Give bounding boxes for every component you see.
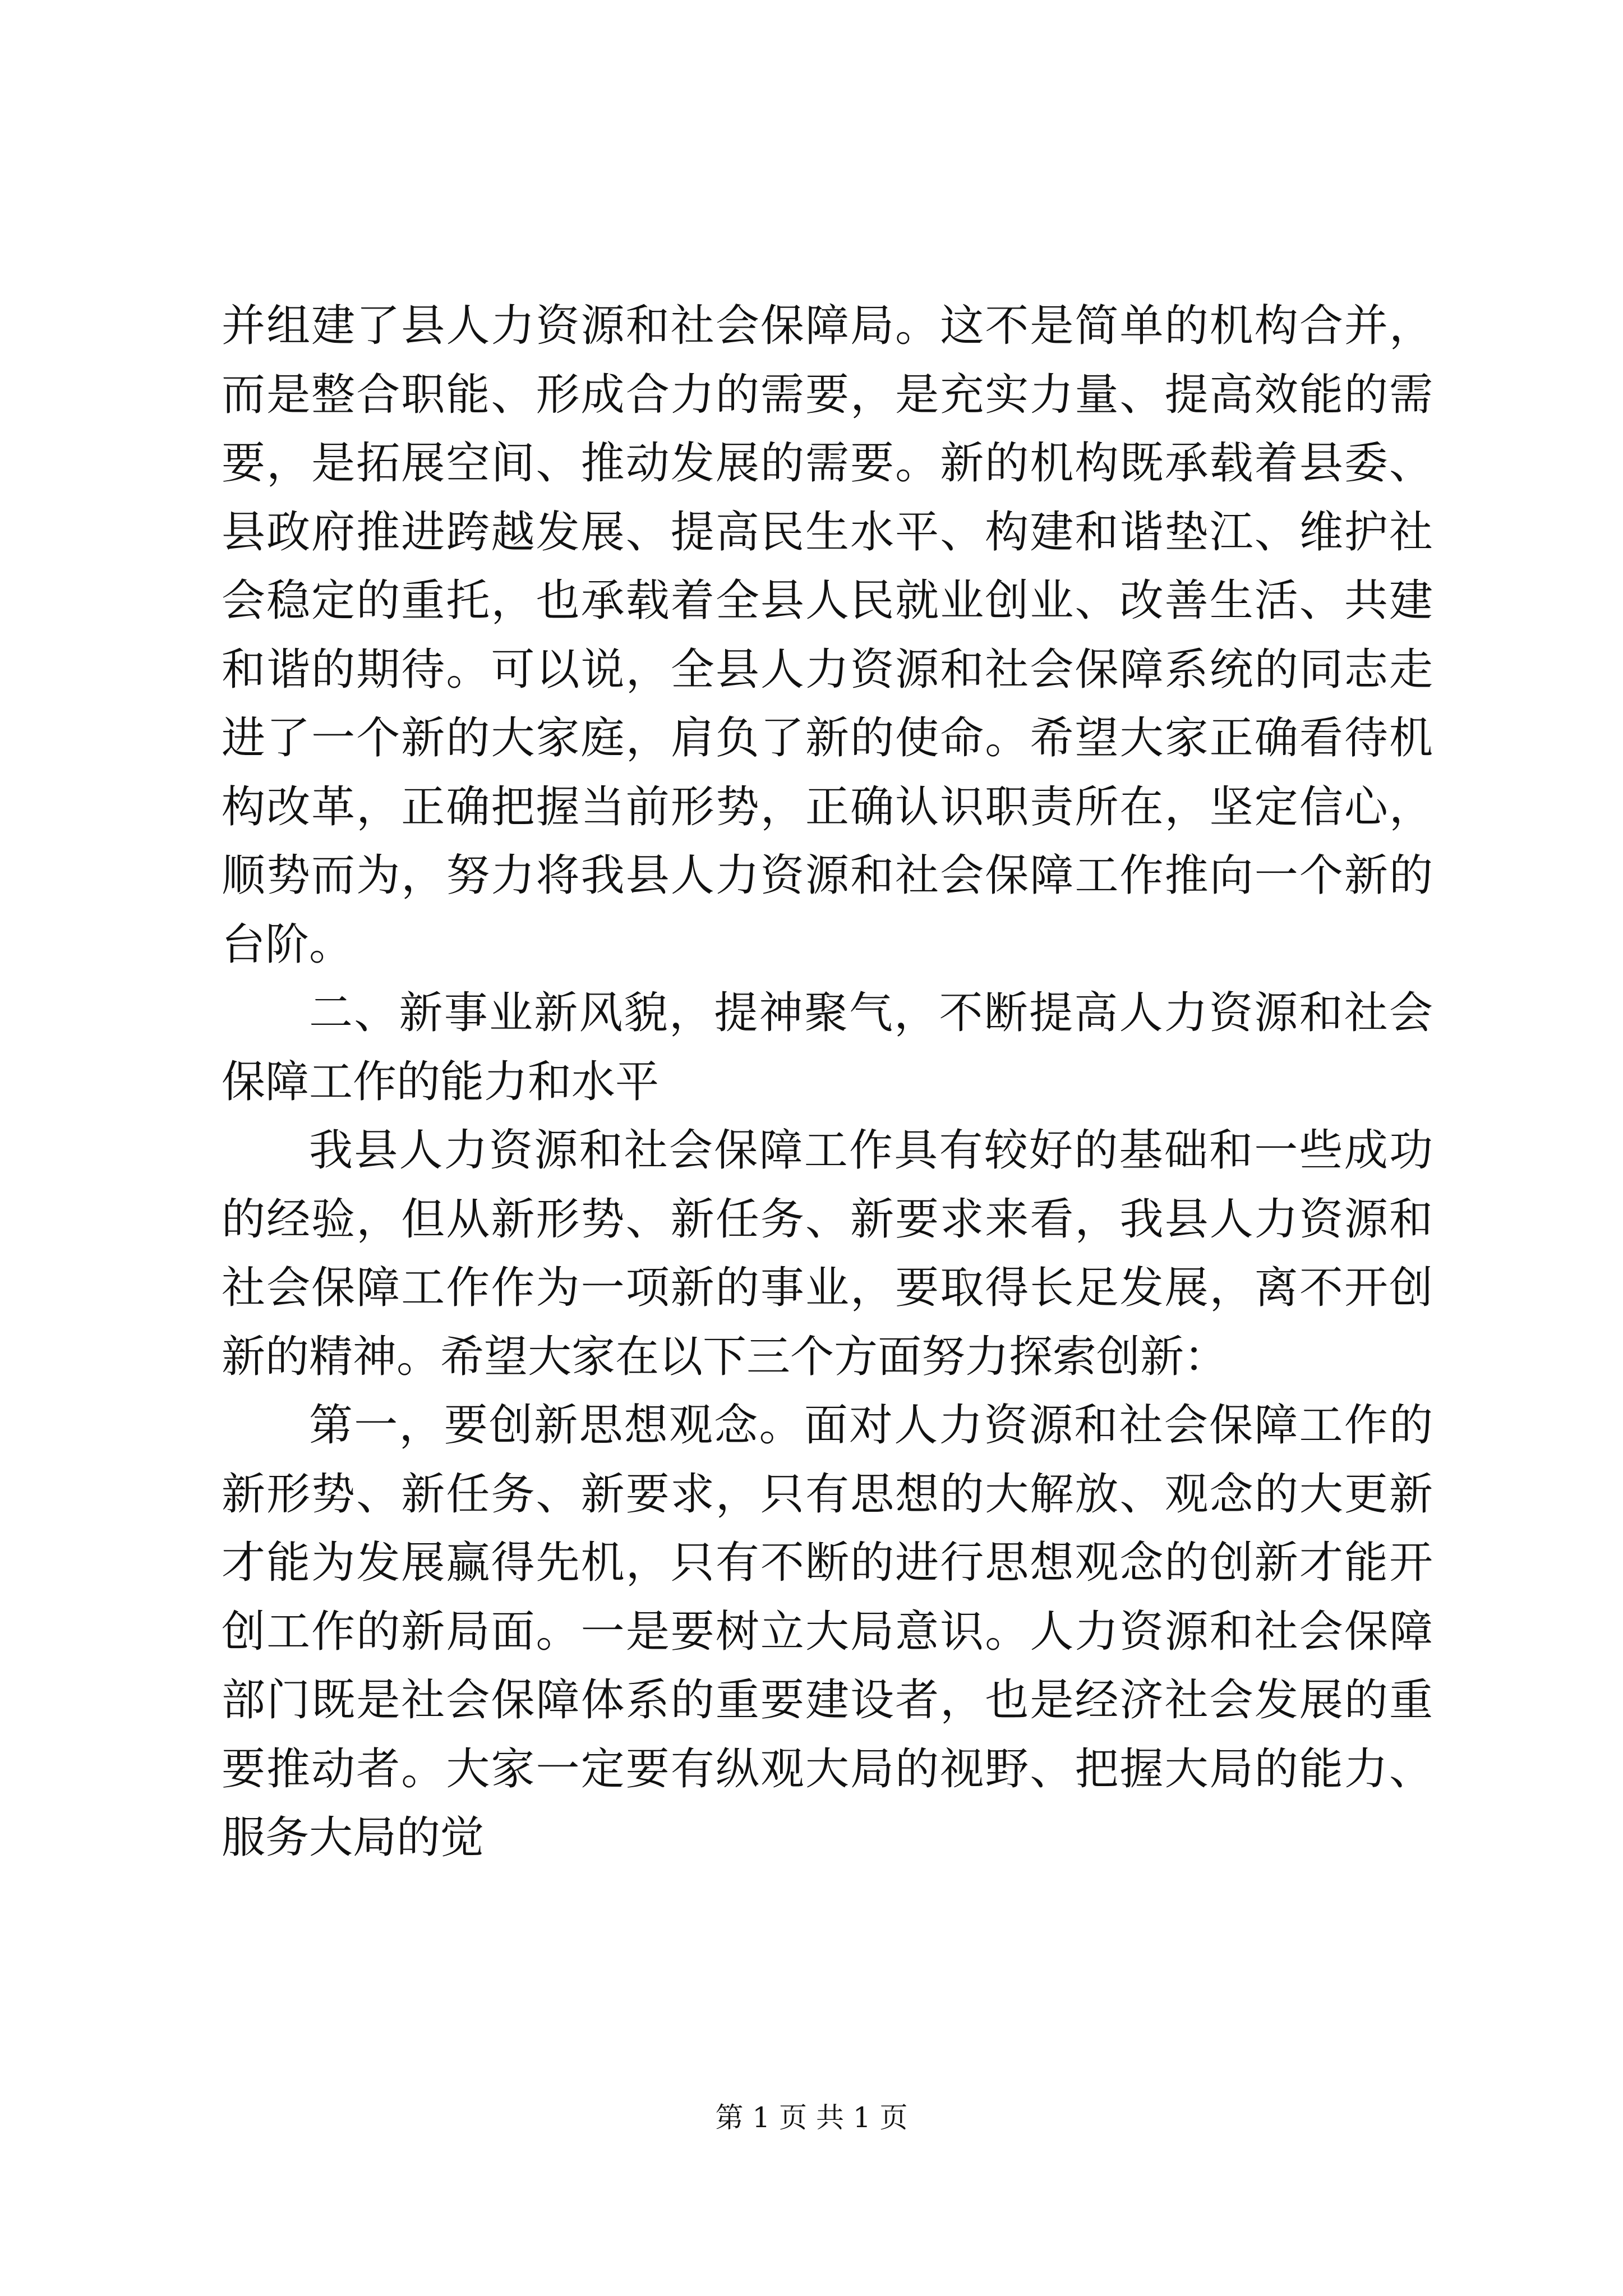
paragraph-4: 第一，要创新思想观念。面对人力资源和社会保障工作的新形势、新任务、新要求，只有思想的大解放、观念的大更新才能为发展赢得先机，只有不断的进行思想观念的创新才能开创工作的新局面。一是要树立大局意识。人力资源和社会保障部门既是社会保障体系的重要建设者，也是经济社会发展的重要推动者。大家一定要有纵观大局的视野、把握大局的能力、服务大局的觉 bbox=[222, 1400, 1433, 1863]
section-heading-2: 二、新事业新风貌，提神聚气，不断提高人力资源和社会保障工作的能力和水平 bbox=[222, 988, 1433, 1107]
document-body bbox=[222, 292, 1433, 1872]
page-footer: 第 1 页 共 1 页 bbox=[715, 2101, 908, 2134]
paragraph-1: 并组建了县人力资源和社会保障局。这不是简单的机构合并，而是整合职能、形成合力的需要，是充实力量、提高效能的需要，是拓展空间、推动发展的需要。新的机构既承载着县委、县政府推进跨越发展、提高民生水平、构建和谐垫江、维护社会稳定的重托，也承载着全县人民就业创业、改善生活、共建和谐的期待。可以说，全县人力资源和社会保障系统的同志走进了一个新的大家庭，肩负了新的使命。希望大家正确看待机构改革，正确把握当前形势，正确认识职责所在，坚定信心，顺势而为，努力将我县人力资源和社会保障工作推向一个新的台阶。 bbox=[222, 301, 1433, 970]
paragraph-3: 我县人力资源和社会保障工作具有较好的基础和一些成功的经验，但从新形势、新任务、新要求来看，我县人力资源和社会保障工作作为一项新的事业，要取得长足发展，离不开创新的精神。希望大家在以下三个方面努力探索创新： bbox=[222, 1125, 1433, 1382]
